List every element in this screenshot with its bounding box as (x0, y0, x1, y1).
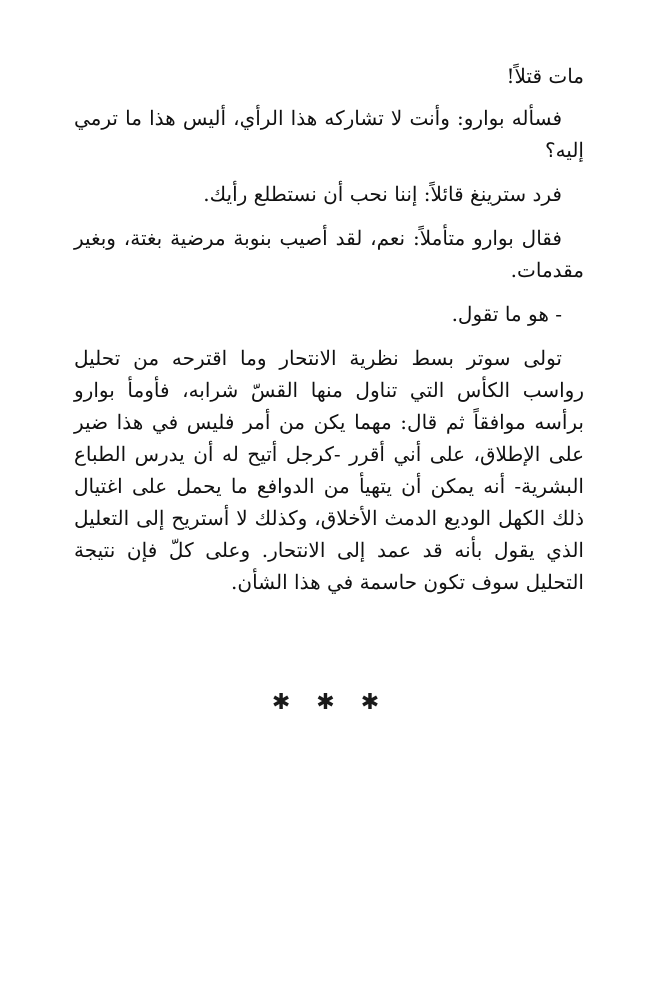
body-text (74, 60, 584, 598)
paragraph: فرد سترينغ قائلاً: إننا نحب أن نستطلع رأيك. (203, 182, 562, 206)
asterisk-icon: ✱ (271, 690, 291, 715)
paragraph: تولى سوتر بسط نظرية الانتحار وما اقترحه من تحليل رواسب الكأس التي تناول منها القسّ شرابه، فأومأ بوارو برأسه موافقاً ثم قال: مهما يكن من أمر فليس في هذا ضير على الإطلاق، على أني أقرر -كرجل أتيح له أن يدرس الطباع البشرية- أنه يمكن أن يتهيأ من الدوافع ما يحمل على اغتيال ذلك الكهل الوديع الدمث الأخلاق، وكذلك لا أستريح إلى التعليل الذي يقول بأنه قد عمد إلى الانتحار. وعلى كلّ فإن نتيجة التحليل سوف تكون حاسمة في هذا الشأن. (74, 346, 584, 594)
section-separator (0, 690, 651, 716)
paragraph: - هو ما تقول. (451, 302, 562, 326)
asterisk-icon: ✱ (316, 690, 335, 715)
paragraph: فسأله بوارو: وأنت لا تشاركه هذا الرأي، أليس هذا ما ترمي إليه؟ (74, 106, 584, 162)
paragraph: مات قتلاً! (506, 64, 584, 88)
asterisk-icon: ✱ (360, 690, 380, 715)
paragraph: فقال بوارو متأملاً: نعم، لقد أصيب بنوبة مرضية بغتة، وبغير مقدمات. (74, 226, 584, 282)
